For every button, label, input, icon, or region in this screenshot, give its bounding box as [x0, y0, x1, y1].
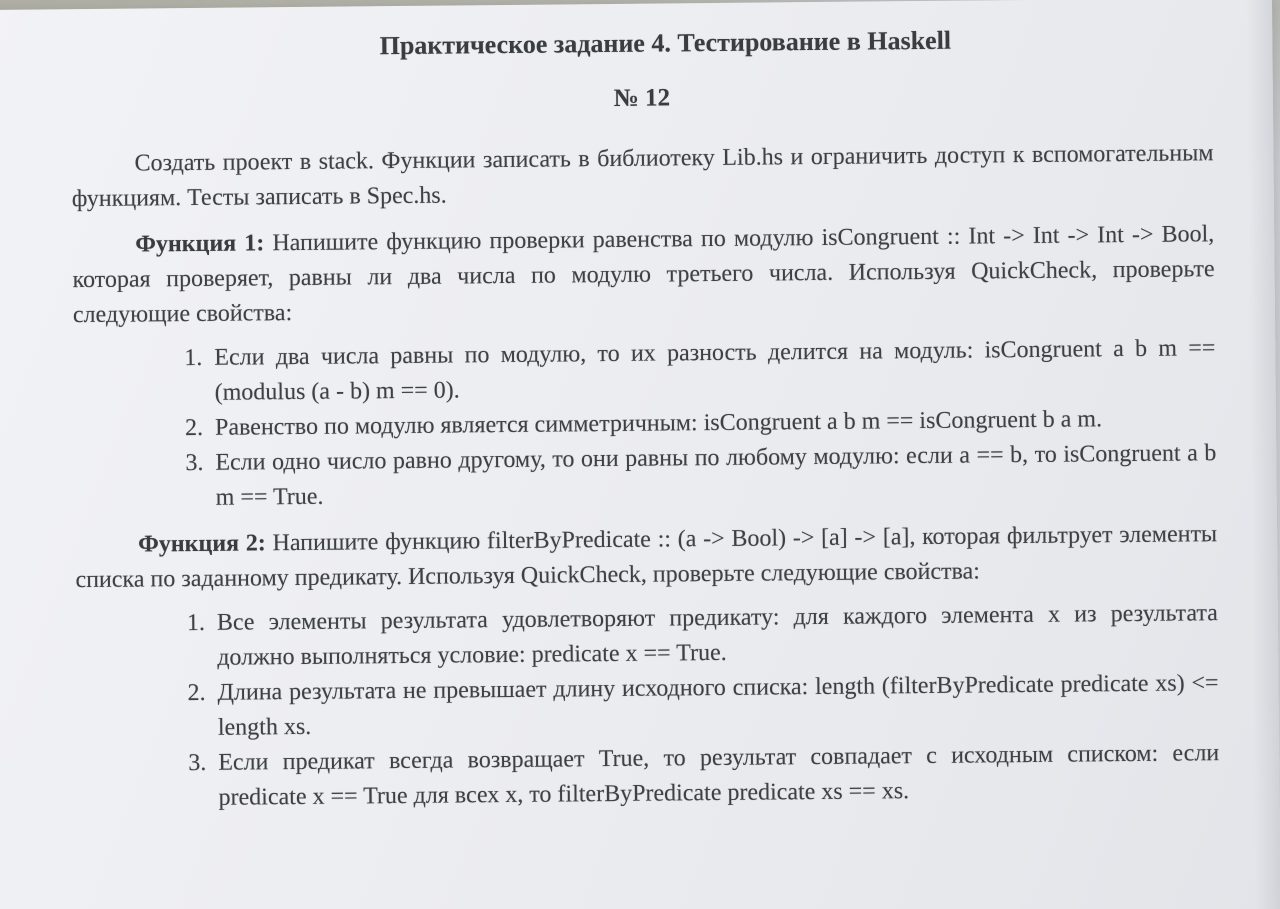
function2-paragraph — [75, 517, 1218, 598]
property-item: 1. Если два числа равны по модулю, то их разность делится на модуль: isCongruent a b m == (modulus (a - b) m == 0). — [208, 331, 1216, 411]
document-title: Практическое задание 4. Тестирование в Haskell — [379, 25, 952, 61]
function1-label: Функция 1: — [135, 230, 265, 258]
assignment-number: № 12 — [613, 84, 671, 112]
property-item: 2. Длина результата не превышает длину исходного списка: length (filterByPredicate predicate xs) <= length xs. — [211, 666, 1219, 746]
property-item: 3. Если предикат всегда возвращает True, то результат совпадает с исходным списком: если predicate x == True для всех x, то filterByPredicate predicate xs == xs. — [212, 736, 1220, 816]
property-item: 2. Равенство по модулю является симметричным: isCongruent a b m == isCongruent b a m. — [209, 401, 1216, 446]
function2-properties-list — [76, 596, 1220, 817]
document-content — [70, 20, 1219, 817]
function1-paragraph — [72, 217, 1215, 333]
property-item: 1. Все элементы результата удовлетворяют предикату: для каждого элемента x из результата должно выполняться условие: predicate x == True. — [211, 596, 1219, 676]
intro-paragraph: Создать проект в stack. Функции записать в библиотеку Lib.hs и ограничить доступ к вспомогательным функциям. Тесты записать в Spec.hs. — [71, 140, 1214, 213]
function2-text: Напишите функцию filterByPredicate :: (a -> Bool) -> [a] -> [a], которая фильтрует элементы списка по заданному предикату. Используя QuickCheck, проверьте следующие свойства: — [75, 521, 1218, 594]
property-item: 3. Если одно число равно другому, то они равны по любому модулю: если a == b, то isCongruent a b m == True. — [209, 436, 1217, 516]
function1-properties-list — [73, 331, 1217, 517]
function2-label: Функция 2: — [138, 530, 266, 558]
function1-text: Напишите функцию проверки равенства по модулю isCongruent :: Int -> Int -> Int -> Bool, которая проверяет, равны ли два числа по модулю третьего числа. Используя QuickCheck, проверьте следующие свойства: — [72, 221, 1215, 329]
